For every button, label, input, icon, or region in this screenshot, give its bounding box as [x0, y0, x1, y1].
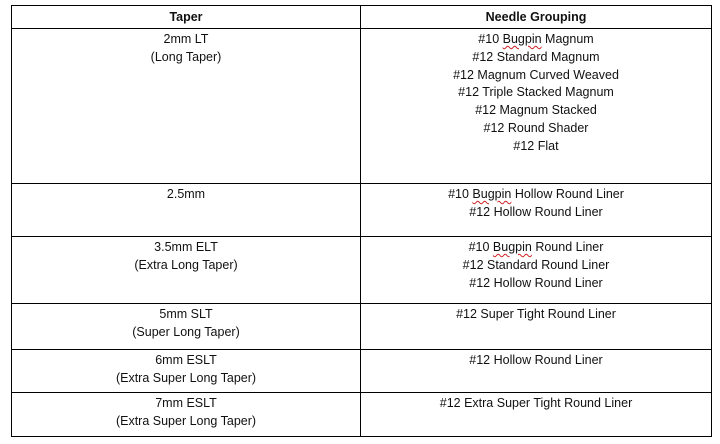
needle-item: #12 Hollow Round Liner	[469, 275, 603, 290]
taper-cell	[12, 350, 361, 393]
taper-description: (Long Taper)	[150, 49, 222, 64]
needle-item: #12 Hollow Round Liner	[469, 204, 603, 219]
taper-cell	[12, 393, 361, 437]
taper-description: (Extra Long Taper)	[134, 257, 238, 272]
spellcheck-flag: Bugpin	[502, 32, 542, 46]
taper-description: (Super Long Taper)	[132, 324, 240, 339]
taper-size: 5mm SLT	[159, 307, 213, 321]
table-row	[12, 304, 712, 350]
taper-size: 6mm ESLT	[155, 353, 217, 367]
taper-size: 2.5mm	[166, 187, 206, 201]
needle-item: #12 Magnum Stacked	[475, 103, 597, 118]
needle-item: #12 Hollow Round Liner	[469, 353, 603, 367]
table-row	[12, 29, 712, 184]
needle-item: #12 Extra Super Tight Round Liner	[439, 396, 633, 410]
spellcheck-flag: Bugpin	[472, 187, 512, 201]
needle-grouping-cell	[361, 184, 712, 237]
taper-needle-table	[11, 5, 712, 437]
needle-grouping-cell	[361, 237, 712, 304]
needle-grouping-cell	[361, 350, 712, 393]
taper-cell	[12, 184, 361, 237]
table-row	[12, 350, 712, 393]
table-row	[12, 237, 712, 304]
needle-item: #12 Standard Magnum	[472, 49, 600, 64]
table-header-row	[12, 6, 712, 29]
header-needle-grouping: Needle Grouping	[361, 6, 712, 29]
taper-description: (Extra Super Long Taper)	[115, 413, 257, 428]
needle-item: #10 Bugpin Magnum	[478, 32, 594, 46]
table-row	[12, 184, 712, 237]
needle-grouping-cell	[361, 393, 712, 437]
taper-size: 3.5mm ELT	[154, 240, 218, 254]
needle-item: #12 Round Shader	[483, 120, 589, 135]
header-taper: Taper	[12, 6, 361, 29]
needle-grouping-cell	[361, 304, 712, 350]
needle-item: #10 Bugpin Round Liner	[468, 240, 604, 254]
needle-item: #12 Super Tight Round Liner	[456, 307, 616, 321]
needle-item: #12 Standard Round Liner	[462, 257, 610, 272]
taper-description: (Extra Super Long Taper)	[115, 370, 257, 385]
taper-size: 7mm ESLT	[155, 396, 217, 410]
taper-cell	[12, 237, 361, 304]
taper-cell	[12, 29, 361, 184]
spellcheck-flag: Bugpin	[492, 240, 532, 254]
table-row	[12, 393, 712, 437]
needle-item: #12 Magnum Curved Weaved	[453, 67, 619, 82]
needle-item: #12 Triple Stacked Magnum	[458, 85, 614, 100]
taper-size: 2mm LT	[163, 32, 209, 46]
taper-cell	[12, 304, 361, 350]
needle-item: #10 Bugpin Hollow Round Liner	[448, 187, 624, 201]
needle-item: #12 Flat	[513, 138, 559, 153]
needle-grouping-cell	[361, 29, 712, 184]
